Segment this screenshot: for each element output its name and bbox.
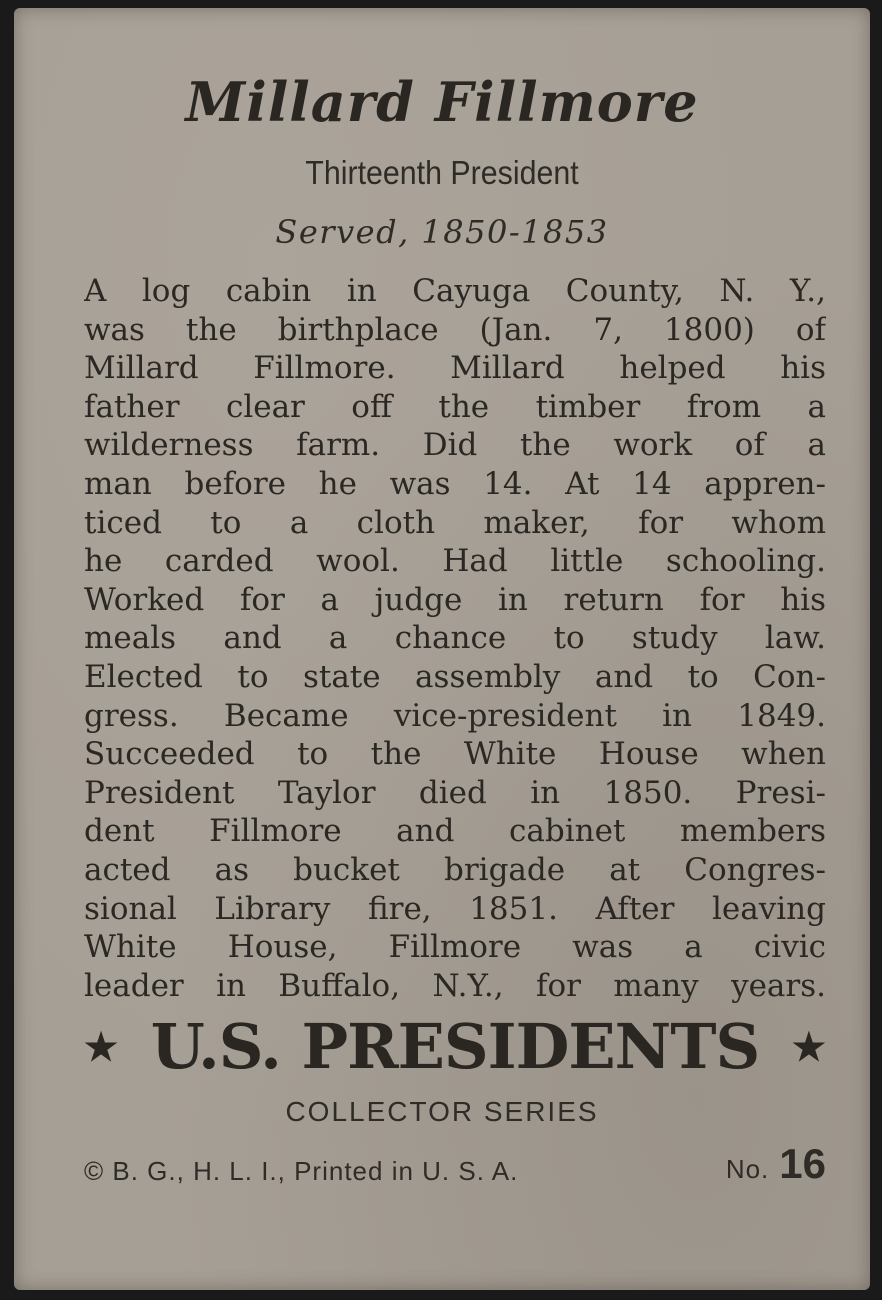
- biography-line: dent Fillmore and cabinet members: [84, 813, 826, 850]
- biography-line: Elected to state assembly and to Con-: [84, 658, 826, 695]
- biography-line: Worked for a judge in return for his: [84, 581, 826, 618]
- biography-text: [84, 272, 826, 1005]
- biography-line: father clear off the timber from a: [84, 388, 826, 425]
- biography-line: sional Library fire, 1851. After leaving: [84, 890, 826, 927]
- card-number: [726, 1140, 826, 1188]
- biography-line: wilderness farm. Did the work of a: [84, 427, 826, 464]
- biography-line: he carded wool. Had little schooling.: [84, 543, 826, 580]
- card-number-label: No.: [725, 1154, 770, 1184]
- biography-line: ticed to a cloth maker, for whom: [84, 504, 826, 541]
- biography-line: White House, Fillmore was a civic: [84, 929, 826, 966]
- trading-card-back: [14, 8, 870, 1290]
- biography-line: gress. Became vice-president in 1849.: [84, 697, 826, 734]
- star-icon: ★: [84, 1024, 119, 1069]
- series-name: U.S. PRESIDENTS: [150, 1010, 760, 1083]
- biography-line: President Taylor died in 1850. Presi-: [84, 774, 826, 811]
- president-ordinal: Thirteenth President: [305, 154, 579, 191]
- copyright-notice: © B. G., H. L. I., Printed in U. S. A.: [84, 1156, 519, 1186]
- biography-line: man before he was 14. At 14 appren-: [84, 465, 826, 502]
- biography-line: meals and a chance to study law.: [84, 620, 826, 657]
- star-icon: ★: [791, 1024, 826, 1069]
- biography-line: was the birthplace (Jan. 7, 1800) of: [84, 311, 826, 348]
- biography-line: A log cabin in Cayuga County, N. Y.,: [84, 273, 826, 309]
- card-number-value: 16: [779, 1140, 826, 1187]
- biography-line: Succeeded to the White House when: [84, 736, 826, 773]
- term-served: Served, 1850-1853: [275, 213, 609, 251]
- biography-line: acted as bucket brigade at Congres-: [84, 851, 826, 888]
- biography-line: Millard Fillmore. Millard helped his: [84, 350, 826, 387]
- series-heading: [84, 1010, 826, 1083]
- president-name: Millard Fillmore: [185, 70, 699, 134]
- series-subtitle: COLLECTOR SERIES: [285, 1096, 599, 1127]
- biography-line: leader in Buffalo, N.Y., for many years.: [84, 967, 826, 1004]
